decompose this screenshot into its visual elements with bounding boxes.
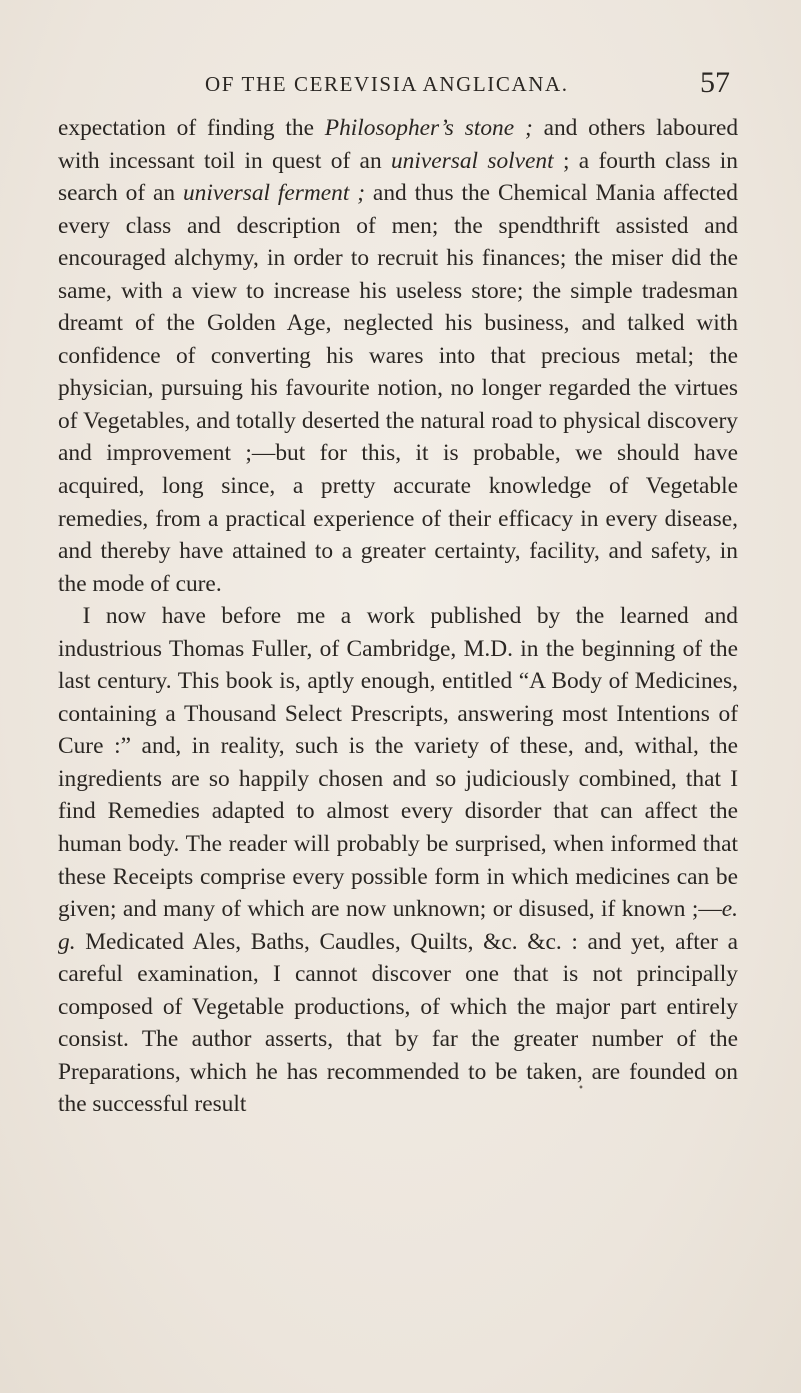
italic-run: Philosopher’s stone ; [324,115,533,141]
italic-run: universal solvent [390,147,554,174]
italic-run: universal ferment ; [182,180,366,207]
running-title: OF THE CEREVISIA ANGLICANA. [205,72,569,96]
text-run: and others laboured with incessant toil in quest of an [58,115,739,174]
text-run: Medicated Ales, Baths, Caudles, Quilts, &c. &c. : and yet, after a careful examination, I cannot discover one that is not principally composed of Vegetable productions, of which the major part entirely consist. The author asserts, that by far the greater number of the Preparations, which he has recommended to be taken, are founded on the successful result [58,928,738,1118]
text-run: I now have before me a work published by the learned and industrious Thomas Fuller, of Cambridge, M.D. in the beginning of the last century. This book is, aptly enough, entitled “A Body of Medicines, containing a Thousand Select Prescripts, answering most Intentions of Cure :” and, in reality, such is the variety of these, and, withal, the ingredients are so happily chosen and so judiciously combined, that I find Remedies adapted to almost every disorder that can affect the human body. The reader will probably be surprised, when informed that these Receipts comprise every possible form in which medicines can be given; and many of which are now unknown; or disused, if known ;— [58,603,738,923]
body-text [58,112,738,1121]
text-run: expectation of finding the [58,115,325,141]
page-number: 57 [700,66,730,99]
paragraph [58,600,738,1121]
running-head [200,66,730,104]
text-run: and thus the Chemical Mania affected every class and description of men; the spendthrift assisted and encouraged alchymy, in order to recruit his finances; the miser did the same, with a view to increase his useless store; the simple tradesman dreamt of the Golden Age, neglected his business, and talked with confidence of converting his wares into that precious metal; the physician, pursuing his favourite notion, no longer regarded the virtues of Vegetables, and totally deserted the natural road to physical discovery and improvement ;—but for this, it is probable, we should have acquired, long since, a pretty accurate knowledge of Vegetable remedies, from a practical experience of their efficacy in every disease, and thereby have attained to a greater certainty, facility, and safety, in the mode of cure. [58,180,738,597]
paragraph [58,112,738,600]
text-run: ; a fourth class in search of an [58,147,738,207]
italic-run: e. g. [58,896,738,955]
printer-mark: • [578,1083,584,1094]
